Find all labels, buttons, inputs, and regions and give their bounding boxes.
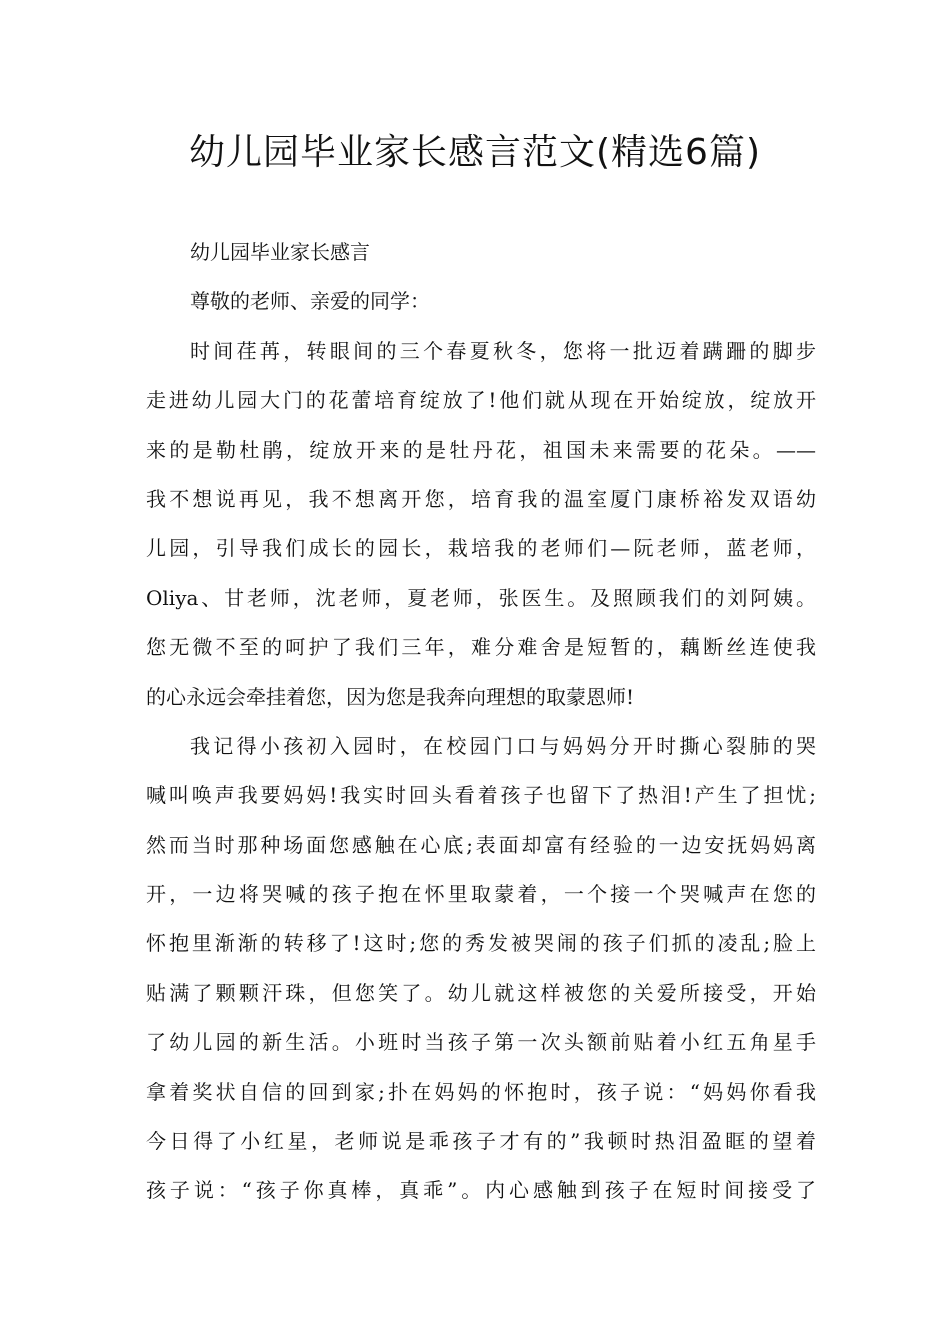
- body-line: Oliya、甘老师，沈老师，夏老师，张医生。及照顾我们的刘阿姨。: [146, 585, 816, 610]
- body-line: 喊叫唤声我要妈妈!我实时回头看着孩子也留下了热泪!产生了担忧;: [146, 783, 816, 808]
- body-line: 走进幼儿园大门的花蕾培育绽放了!他们就从现在开始绽放，绽放开: [146, 388, 816, 413]
- body-line: 尊敬的老师、亲爱的同学：: [190, 289, 430, 314]
- body-line: 来的是勒杜鹃，绽放开来的是牡丹花，祖国未来需要的花朵。——: [146, 437, 816, 462]
- body-line: 然而当时那种场面您感触在心底;表面却富有经验的一边安抚妈妈离: [146, 832, 816, 857]
- document-title: 幼儿园毕业家长感言范文(精选6篇): [189, 132, 761, 173]
- body-line: 开，一边将哭喊的孩子抱在怀里取蒙着，一个接一个哭喊声在您的: [146, 882, 816, 907]
- body-line: 贴满了颗颗汗珠，但您笑了。幼儿就这样被您的关爱所接受，开始: [146, 980, 816, 1005]
- body-line: 今日得了小红星，老师说是乖孩子才有的”我顿时热泪盈眶的望着: [146, 1129, 816, 1154]
- body-line: 时间荏苒，转眼间的三个春夏秋冬，您将一批迈着蹒跚的脚步: [190, 338, 816, 363]
- body-line: 了幼儿园的新生活。小班时当孩子第一次头额前贴着小红五角星手: [146, 1030, 816, 1055]
- body-line: 孩子说：“孩子你真棒，真乖”。内心感触到孩子在短时间接受了: [146, 1178, 816, 1203]
- body-line: 的心永远会牵挂着您，因为您是我奔向理想的取蒙恩师!: [146, 684, 635, 709]
- body-line: 儿园，引导我们成长的园长，栽培我的老师们—阮老师，蓝老师，: [146, 536, 816, 561]
- body-line: 您无微不至的呵护了我们三年，难分难舍是短暂的，藕断丝连使我: [146, 635, 816, 660]
- body-line: 拿着奖状自信的回到家;扑在妈妈的怀抱时，孩子说：“妈妈你看我: [146, 1079, 816, 1104]
- body-line: 我记得小孩初入园时，在校园门口与妈妈分开时撕心裂肺的哭: [190, 733, 816, 758]
- body-line: 怀抱里渐渐的转移了!这时;您的秀发被哭闹的孩子们抓的凌乱;脸上: [146, 931, 816, 956]
- body-line: 我不想说再见，我不想离开您，培育我的温室厦门康桥裕发双语幼: [146, 486, 816, 511]
- body-line: 幼儿园毕业家长感言: [190, 240, 370, 264]
- document-body: [146, 228, 816, 1216]
